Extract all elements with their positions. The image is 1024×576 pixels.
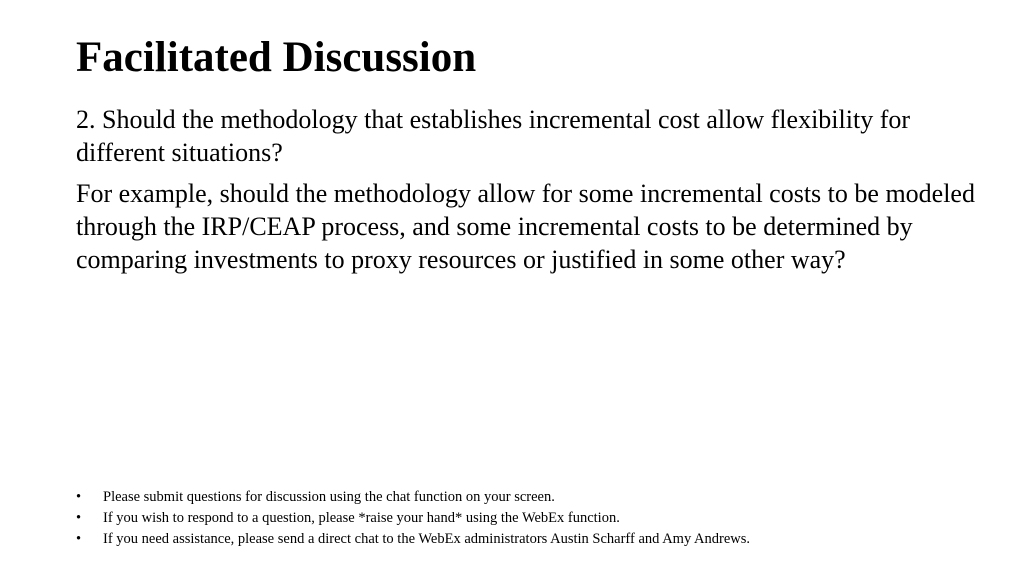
slide-title: Facilitated Discussion [76, 34, 477, 81]
list-item [76, 487, 996, 508]
slide-body [76, 103, 976, 284]
list-item-text: If you wish to respond to a question, please *raise your hand* using the WebEx function. [103, 510, 620, 526]
bullet-icon: • [76, 489, 82, 505]
bullet-icon: • [76, 531, 82, 547]
list-item-text: If you need assistance, please send a direct chat to the WebEx administrators Austin Scharff and Amy Andrews. [103, 531, 751, 547]
list-item [76, 529, 996, 550]
list-item-text: Please submit questions for discussion using the chat function on your screen. [103, 489, 555, 505]
question-paragraph: 2. Should the methodology that establishes incremental cost allow flexibility for different situations? [76, 105, 911, 167]
instructions-list [76, 487, 996, 550]
bullet-icon: • [76, 510, 82, 526]
example-paragraph: For example, should the methodology allow for some incremental costs to be modeled through the IRP/CEAP process, and some incremental costs to be determined by comparing investments to proxy resources or justified in some other way? [76, 179, 975, 274]
list-item [76, 508, 996, 529]
